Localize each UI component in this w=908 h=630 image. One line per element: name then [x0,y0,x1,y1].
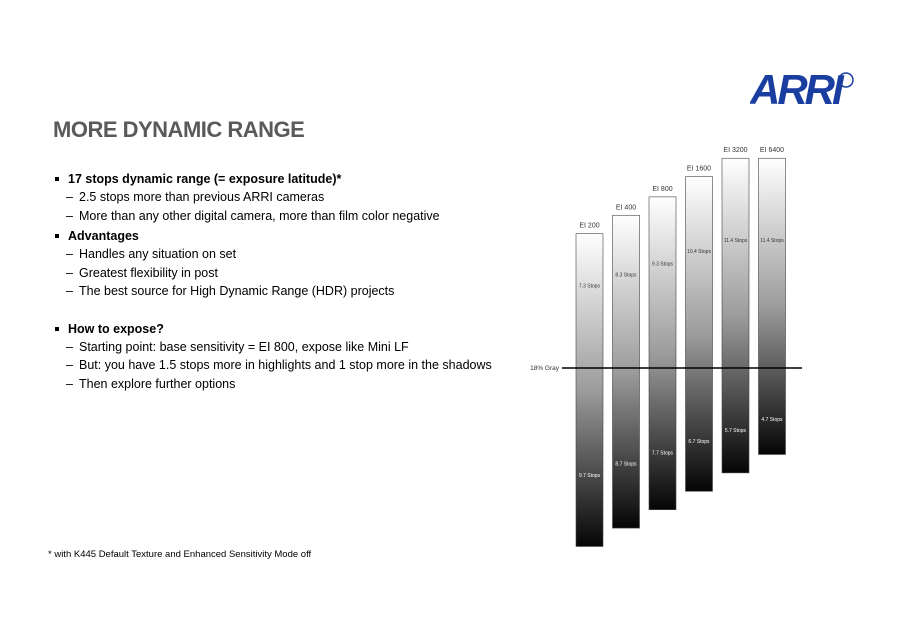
bar-bottom-stops-label: 9.7 Stops [578,472,601,479]
arri-logo [750,70,860,110]
dash: – [66,208,73,223]
bullet-item [52,170,522,188]
bar-bottom-stops-label: 5.7 Stops [724,427,747,434]
square-bullet-icon [55,234,59,238]
bar [576,234,603,547]
bar [759,158,786,454]
square-bullet-icon [55,327,59,331]
sub-item-text: Handles any situation on set [79,247,237,261]
bar [649,197,676,510]
dash: – [66,265,73,280]
bar-category-label: EI 800 [652,185,673,193]
bar-category-label: EI 400 [615,204,637,212]
sub-item [52,245,522,264]
bar-category-label: EI 1600 [686,165,712,173]
bullet-item [52,320,522,338]
dash: – [66,339,73,354]
sub-item-text: Greatest flexibility in post [79,265,218,280]
bar-top-stops-label: 7.3 Stops [578,283,601,290]
square-bullet-icon [55,177,59,181]
sub-item [52,264,522,283]
bar-category-label: EI 3200 [723,147,748,155]
bar-bottom-stops-label: 6.7 Stops [688,439,710,446]
sub-item [52,375,522,394]
bar [722,158,749,473]
sub-item-text: More than any other digital camera, more than film color negative [79,208,440,223]
page-title: MORE DYNAMIC RANGE [53,117,305,142]
bullet-list [52,170,522,393]
bullet-label: Advantages [68,229,139,243]
sub-item-text: Starting point: base sensitivity = EI 800, expose like Mini LF [79,339,409,354]
dash: – [66,247,73,261]
dash: – [66,358,73,372]
gray-reference-label: 18% Gray [530,365,559,372]
bar-top-stops-label: 9.3 Stops [651,261,674,268]
bar-category-label: EI 200 [579,222,600,230]
bar-bottom-stops-label: 7.7 Stops [651,450,674,457]
bar-category-label: EI 6400 [759,147,785,155]
sub-item [52,282,522,301]
bar-top-stops-label: 11.4 Stops [760,238,784,245]
dash: – [66,284,73,298]
sub-item-text: The best source for High Dynamic Range (HDR) projects [79,284,395,298]
bullet-label: 17 stops dynamic range (= exposure latitude)* [68,172,342,186]
bar [613,215,640,528]
dynamic-range-chart [530,140,810,555]
sub-item [52,338,522,357]
dash: – [66,376,73,391]
sub-item-text: 2.5 stops more than previous ARRI cameras [79,190,325,204]
logo-seal-icon [839,73,853,87]
footnote: * with K445 Default Texture and Enhanced Sensitivity Mode off [48,549,312,560]
sub-item-text: Then explore further options [79,376,236,391]
bar-bottom-stops-label: 8.7 Stops [615,461,637,468]
sub-item [52,188,522,207]
bullet-label: How to expose? [68,321,164,336]
dash: – [66,190,73,204]
sub-item [52,356,522,375]
bar-top-stops-label: 10.4 Stops [687,249,711,256]
bar-top-stops-label: 11.4 Stops [723,238,748,245]
bar-top-stops-label: 8.3 Stops [615,272,637,279]
sub-item [52,207,522,226]
bar-bottom-stops-label: 4.7 Stops [761,416,783,423]
bullet-item [52,227,522,245]
arri-logo-text: ARRI [750,70,841,110]
sub-item-text: But: you have 1.5 stops more in highlights and 1 stop more in the shadows [79,358,492,372]
